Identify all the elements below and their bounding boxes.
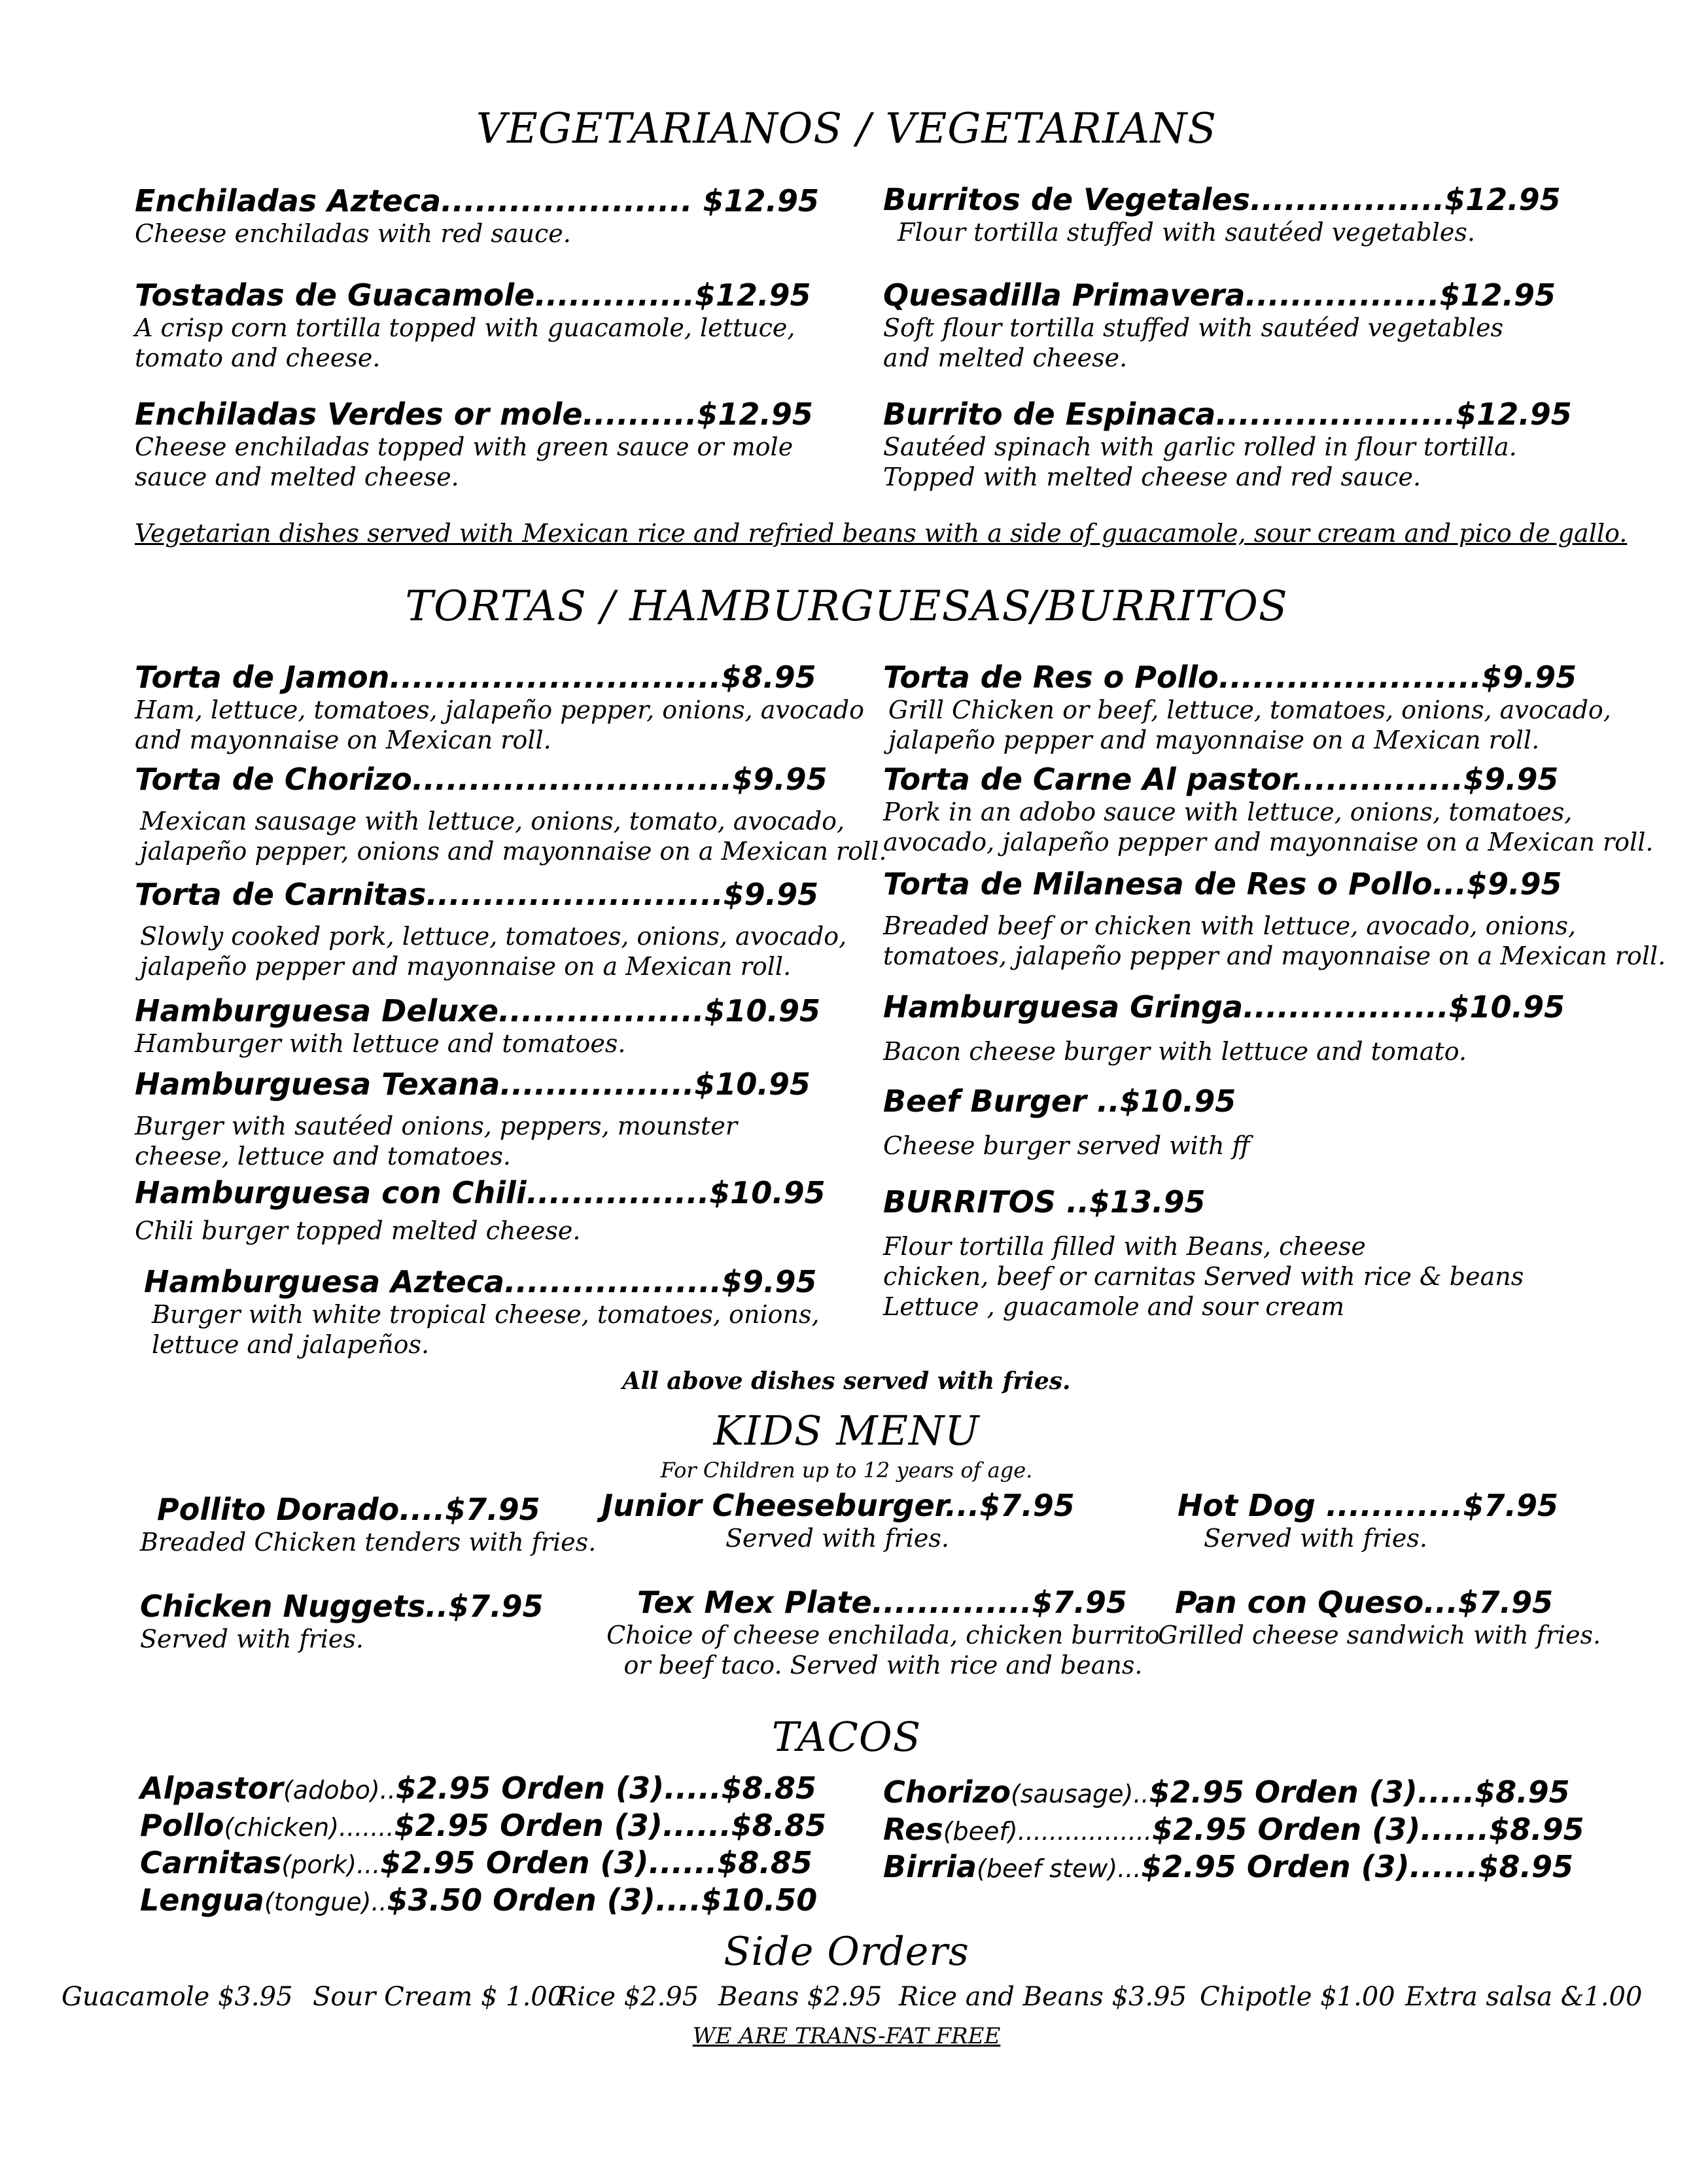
menu-item-name: Quesadilla Primavera.................$12.95 bbox=[883, 277, 1556, 313]
torta-right-item-1 bbox=[883, 660, 1611, 755]
menu-item-name: Torta de Chorizo............................$9.95 bbox=[135, 762, 828, 797]
torta-left-item-2 bbox=[135, 762, 886, 866]
menu-item-name: Torta de Milanesa de Res o Pollo...$9.95 bbox=[883, 866, 1562, 902]
menu-item-desc: tomato and cheese. bbox=[135, 343, 381, 372]
veg-right-item-3 bbox=[883, 396, 1572, 492]
menu-item-desc: Cheese burger served with ff bbox=[883, 1131, 1250, 1160]
menu-item-name: Beef Burger ..$10.95 bbox=[883, 1083, 1236, 1119]
taco-sub: (adobo).. bbox=[283, 1776, 396, 1805]
torta-right-item-2 bbox=[883, 762, 1653, 857]
torta-left-item-4 bbox=[135, 993, 820, 1059]
menu-item-name: Enchiladas Verdes or mole..........$12.95 bbox=[135, 396, 813, 432]
side-item-extra-salsa: Extra salsa &1.00 bbox=[1405, 1982, 1643, 2012]
taco-price: $2.95 Orden (3)......$8.95 bbox=[1141, 1849, 1574, 1884]
menu-item-desc: tomatoes, jalapeño pepper and mayonnaise on a Mexican roll. bbox=[883, 942, 1666, 970]
torta-right-item-3 bbox=[883, 866, 1666, 971]
taco-sub: (tongue).. bbox=[264, 1888, 387, 1916]
tacos-right-list bbox=[883, 1774, 1584, 1886]
menu-item-desc: Grill Chicken or beef, lettuce, tomatoes, onions, avocado, bbox=[888, 696, 1611, 724]
torta-left-item-3 bbox=[135, 877, 846, 981]
menu-item-name: BURRITOS ..$13.95 bbox=[883, 1184, 1206, 1220]
side-item-sour-cream: Sour Cream $ 1.00 bbox=[313, 1982, 565, 2012]
side-item-beans: Beans $2.95 bbox=[718, 1982, 882, 2012]
menu-item-desc: avocado, jalapeño pepper and mayonnaise on a Mexican roll. bbox=[883, 828, 1654, 856]
taco-sub: (beef stew)... bbox=[977, 1854, 1142, 1883]
tortas-title: TORTAS / HAMBURGUESAS/BURRITOS bbox=[405, 582, 1288, 631]
menu-item-desc: Ham, lettuce, tomatoes, jalapeño pepper, onions, avocado bbox=[135, 696, 864, 724]
menu-item-name: Tex Mex Plate..............$7.95 bbox=[637, 1585, 1127, 1620]
menu-item-desc: Breaded Chicken tenders with fries. bbox=[140, 1528, 597, 1557]
taco-row bbox=[883, 1849, 1584, 1886]
menu-item-desc: Sautéed spinach with garlic rolled in flour tortilla. bbox=[883, 432, 1517, 461]
taco-sub: (beef)................. bbox=[943, 1817, 1152, 1846]
kids-item-5 bbox=[589, 1585, 1178, 1680]
menu-item-desc: A crisp corn tortilla topped with guacamole, lettuce, bbox=[135, 313, 795, 342]
kids-subtitle: For Children up to 12 years of age. bbox=[660, 1458, 1033, 1483]
taco-price: $2.95 Orden (3).....$8.85 bbox=[395, 1770, 816, 1806]
torta-left-item-7 bbox=[144, 1264, 820, 1360]
menu-item-desc: Served with fries. bbox=[140, 1625, 364, 1653]
taco-row bbox=[140, 1808, 826, 1845]
taco-price: $3.50 Orden (3)....$10.50 bbox=[387, 1882, 818, 1918]
menu-item-desc: Choice of cheese enchilada, chicken burrito bbox=[606, 1621, 1160, 1649]
menu-item-desc: lettuce and jalapeños. bbox=[152, 1330, 430, 1359]
menu-item-desc: Mexican sausage with lettuce, onions, tomato, avocado, bbox=[140, 807, 845, 836]
menu-item-desc: Breaded beef or chicken with lettuce, avocado, onions, bbox=[883, 911, 1577, 940]
taco-row bbox=[140, 1882, 826, 1920]
menu-item-desc: cheese, lettuce and tomatoes. bbox=[135, 1142, 511, 1171]
taco-row bbox=[883, 1812, 1584, 1849]
veg-right-item-2 bbox=[883, 277, 1556, 373]
menu-item-name: Pan con Queso...$7.95 bbox=[1175, 1585, 1554, 1620]
menu-item-desc: Cheese enchiladas topped with green sauce or mole bbox=[135, 432, 794, 461]
taco-name: Alpastor bbox=[140, 1770, 283, 1806]
veg-left-item-2 bbox=[135, 277, 811, 373]
torta-left-item-1 bbox=[135, 660, 864, 755]
menu-item-name: Pollito Dorado....$7.95 bbox=[157, 1492, 540, 1527]
torta-right-item-5 bbox=[883, 1083, 1250, 1161]
menu-item-desc: Grilled cheese sandwich with fries. bbox=[1158, 1621, 1601, 1649]
menu-item-desc: and melted cheese. bbox=[883, 343, 1128, 372]
menu-item-name: Tostadas de Guacamole..............$12.95 bbox=[135, 277, 811, 313]
menu-item-desc: jalapeño pepper and mayonnaise on a Mexican roll. bbox=[888, 726, 1540, 754]
menu-item-name: Hamburguesa con Chili................$10.95 bbox=[135, 1175, 826, 1210]
menu-item-desc: Served with fries. bbox=[725, 1524, 949, 1553]
menu-item-desc: Cheese enchiladas with red sauce. bbox=[135, 219, 571, 248]
taco-price: $2.95 Orden (3)......$8.95 bbox=[1151, 1812, 1584, 1847]
menu-item-name: Torta de Carnitas..........................$9.95 bbox=[135, 877, 819, 912]
menu-item-name: Junior Cheeseburger...$7.95 bbox=[602, 1488, 1075, 1523]
veg-right-item-1 bbox=[883, 182, 1561, 247]
taco-row bbox=[140, 1845, 826, 1882]
fries-note: All above dishes served with fries. bbox=[622, 1367, 1071, 1395]
taco-name: Res bbox=[883, 1812, 943, 1847]
menu-item-desc: Burger with sautéed onions, peppers, mounster bbox=[135, 1112, 737, 1140]
menu-item-name: Torta de Carne Al pastor...............$9.95 bbox=[883, 762, 1559, 797]
taco-row bbox=[883, 1774, 1584, 1812]
menu-item-desc: Served with fries. bbox=[1204, 1524, 1427, 1553]
menu-item-name: Torta de Jamon.............................$8.95 bbox=[135, 660, 816, 695]
torta-left-item-5 bbox=[135, 1066, 811, 1171]
menu-item-name: Hamburguesa Deluxe..................$10.95 bbox=[135, 993, 820, 1029]
taco-name: Chorizo bbox=[883, 1774, 1011, 1810]
menu-item-desc: Slowly cooked pork, lettuce, tomatoes, onions, avocado, bbox=[140, 922, 847, 951]
kids-item-1 bbox=[140, 1492, 596, 1557]
menu-item-desc: Lettuce , guacamole and sour cream bbox=[883, 1292, 1345, 1321]
menu-item-name: Hamburguesa Texana.................$10.95 bbox=[135, 1066, 811, 1102]
menu-item-desc: Flour tortilla filled with Beans, cheese bbox=[883, 1232, 1366, 1261]
kids-title: KIDS MENU bbox=[713, 1407, 980, 1454]
vegetarians-title: VEGETARIANOS / VEGETARIANS bbox=[476, 105, 1217, 153]
tacos-title: TACOS bbox=[771, 1713, 922, 1761]
veg-left-item-1 bbox=[135, 183, 819, 249]
menu-item-name: Hamburguesa Azteca...................$9.95 bbox=[144, 1264, 817, 1299]
taco-sub: (sausage).. bbox=[1010, 1780, 1149, 1808]
menu-item-desc: or beef taco. Served with rice and beans. bbox=[623, 1651, 1143, 1680]
menu-item-desc: Flour tortilla stuffed with sautéed vegetables. bbox=[898, 218, 1475, 247]
taco-name: Carnitas bbox=[140, 1845, 282, 1880]
taco-price: $2.95 Orden (3)......$8.85 bbox=[394, 1808, 827, 1843]
menu-item-desc: Hamburger with lettuce and tomatoes. bbox=[135, 1029, 626, 1058]
menu-item-desc: and mayonnaise on Mexican roll. bbox=[135, 726, 551, 754]
taco-sub: (chicken)....... bbox=[224, 1813, 394, 1842]
side-item-rice-and-beans: Rice and Beans $3.95 bbox=[899, 1982, 1187, 2012]
torta-left-item-6 bbox=[135, 1175, 826, 1246]
trans-fat-note: WE ARE TRANS-FAT FREE bbox=[692, 2023, 1001, 2049]
menu-item-name: Chicken Nuggets..$7.95 bbox=[140, 1589, 544, 1624]
menu-item-desc: Chili burger topped melted cheese. bbox=[135, 1216, 581, 1245]
menu-item-desc: Soft flour tortilla stuffed with sautéed vegetables bbox=[883, 313, 1504, 342]
taco-row bbox=[140, 1770, 826, 1808]
taco-name: Lengua bbox=[140, 1882, 264, 1918]
side-item-rice: Rice $2.95 bbox=[557, 1982, 699, 2012]
menu-item-name: Hot Dog ............$7.95 bbox=[1178, 1488, 1559, 1523]
kids-item-4 bbox=[140, 1589, 544, 1654]
torta-right-item-4 bbox=[883, 989, 1565, 1066]
kids-item-6 bbox=[1158, 1585, 1601, 1650]
taco-name: Pollo bbox=[140, 1808, 224, 1843]
menu-item-name: Torta de Res o Pollo.......................$9.95 bbox=[883, 660, 1577, 695]
menu-item-desc: Pork in an adobo sauce with lettuce, onions, tomatoes, bbox=[883, 798, 1573, 826]
taco-sub: (pork)... bbox=[281, 1850, 381, 1879]
taco-name: Birria bbox=[883, 1849, 977, 1884]
menu-item-desc: jalapeño pepper, onions and mayonnaise on a Mexican roll. bbox=[140, 837, 887, 866]
menu-item-desc: jalapeño pepper and mayonnaise on a Mexican roll. bbox=[140, 952, 792, 981]
kids-item-2 bbox=[602, 1488, 1073, 1553]
menu-item-name: Enchiladas Azteca...................... $12.95 bbox=[135, 183, 819, 219]
kids-item-3 bbox=[1178, 1488, 1558, 1553]
vegetarian-note: Vegetarian dishes served with Mexican rice and refried beans with a side of guacamole, sour cream and pico de gallo. bbox=[135, 519, 1628, 548]
menu-item-desc: Bacon cheese burger with lettuce and tomato. bbox=[883, 1037, 1467, 1066]
menu-item-name: Burrito de Espinaca.....................$12.95 bbox=[883, 396, 1572, 432]
side-item-chipotle: Chipotle $1.00 bbox=[1200, 1982, 1395, 2012]
tacos-left-list bbox=[140, 1770, 826, 1920]
side-item-guacamole: Guacamole $3.95 bbox=[61, 1982, 293, 2012]
menu-item-desc: Burger with white tropical cheese, tomatoes, onions, bbox=[152, 1300, 820, 1329]
menu-item-name: Hamburguesa Gringa..................$10.95 bbox=[883, 989, 1565, 1025]
taco-price: $2.95 Orden (3)......$8.85 bbox=[380, 1845, 812, 1880]
veg-left-item-3 bbox=[135, 396, 813, 492]
menu-item-desc: chicken, beef or carnitas Served with rice & beans bbox=[883, 1262, 1524, 1291]
menu-item-desc: Topped with melted cheese and red sauce. bbox=[883, 463, 1422, 491]
menu-item-desc: sauce and melted cheese. bbox=[135, 463, 459, 491]
sides-title: Side Orders bbox=[724, 1929, 969, 1975]
menu-item-name: Burritos de Vegetales.................$12.95 bbox=[883, 182, 1561, 217]
torta-right-item-6 bbox=[883, 1184, 1524, 1322]
taco-price: $2.95 Orden (3).....$8.95 bbox=[1149, 1774, 1570, 1810]
